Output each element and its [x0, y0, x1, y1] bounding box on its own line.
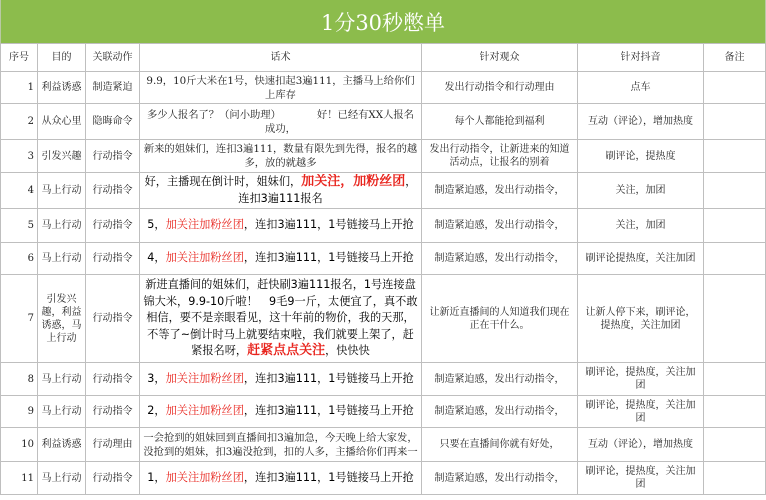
- script-segment: 新进直播间的姐妹们，赶快刷3遍111报名，1号连接盘锦大米，9.9-10斤啦！ 9毛9一斤，太便宜了，真不敢相信，要不是亲眼看见，这十年前的物价，我的天那，不等了~倒计时马上就要结束啦，我们就要上架了，赶紧报名呀，: [143, 278, 418, 358]
- column-header-target-douyin[interactable]: [578, 44, 704, 72]
- remarks-cell[interactable]: [704, 243, 766, 275]
- row-number-cell[interactable]: [0, 462, 38, 495]
- target-douyin-cell[interactable]: [578, 140, 704, 173]
- purpose-text: 利益诱惑: [41, 82, 82, 93]
- script-text-text: [142, 277, 419, 360]
- script-text-text: [142, 142, 419, 170]
- remarks-cell[interactable]: [704, 72, 766, 104]
- row-number-text: 9: [27, 406, 34, 417]
- target-douyin-cell[interactable]: [578, 104, 704, 140]
- row-number-cell[interactable]: [0, 173, 38, 209]
- script-text-text: [142, 431, 419, 459]
- row-number-cell[interactable]: [0, 209, 38, 243]
- target-douyin-cell[interactable]: [578, 462, 704, 495]
- table-row: [0, 428, 766, 462]
- column-header-label: 针对抖音: [620, 52, 661, 63]
- target-audience-text: 发出行动指令和行动理由: [444, 82, 555, 93]
- script-segment: 多少人报名了？（问小助理） 好！已经有XX人报名成功，: [147, 108, 414, 135]
- purpose-cell[interactable]: [38, 396, 86, 428]
- column-header-purpose[interactable]: [38, 44, 86, 72]
- target-audience-text: 每个人都能抢到福利: [454, 116, 545, 127]
- script-text-text: [142, 74, 419, 102]
- purpose-cell[interactable]: [38, 243, 86, 275]
- remarks-cell[interactable]: [704, 462, 766, 495]
- column-header-label: 序号: [9, 52, 29, 63]
- related-action-text: 行动指令: [92, 406, 133, 417]
- target-douyin-text: 刷评论，提热度: [605, 150, 676, 162]
- script-text-cell[interactable]: [140, 275, 422, 363]
- remarks-cell[interactable]: [704, 428, 766, 462]
- script-segment: ，快快快: [325, 344, 370, 358]
- script-text-text: [147, 217, 413, 234]
- purpose-text: 马上行动: [41, 472, 82, 484]
- target-audience-cell[interactable]: [422, 396, 578, 428]
- highlighted-text: 加关注加粉丝团: [165, 470, 244, 484]
- target-douyin-cell[interactable]: [578, 173, 704, 209]
- purpose-text: 引发兴趣: [41, 150, 82, 162]
- column-header-script-text[interactable]: [140, 44, 422, 72]
- target-douyin-text: 刷评论提热度，关注加团: [585, 253, 696, 264]
- script-text-cell[interactable]: [140, 173, 422, 209]
- row-number-text: 4: [27, 185, 34, 196]
- script-segment: 2，: [147, 404, 166, 418]
- script-segment: ，连扣3遍111，1号链接马上开抢: [243, 470, 414, 484]
- script-segment: ，连扣3遍111报名: [238, 175, 417, 205]
- script-text-text: [147, 371, 413, 388]
- purpose-text: 马上行动: [41, 220, 82, 231]
- target-audience-cell[interactable]: [422, 275, 578, 363]
- script-segment: 1，: [147, 470, 166, 484]
- table-row: [0, 173, 766, 209]
- row-number-text: 11: [21, 472, 34, 484]
- table-body: [0, 72, 766, 495]
- script-text-text: [142, 174, 419, 207]
- target-audience-cell[interactable]: [422, 462, 578, 495]
- target-audience-text: 让新近直播间的人知道我们现在正在干什么。: [429, 306, 570, 331]
- related-action-text: 制造紧迫: [92, 82, 133, 93]
- script-text-cell[interactable]: [140, 104, 422, 140]
- script-text-cell[interactable]: [140, 140, 422, 173]
- target-audience-cell[interactable]: [422, 104, 578, 140]
- related-action-text: 行动指令: [92, 220, 133, 231]
- target-douyin-cell[interactable]: [578, 396, 704, 428]
- script-segment: 5，: [147, 218, 166, 232]
- related-action-text: 行动指令: [92, 150, 133, 162]
- related-action-text: 行动指令: [92, 253, 133, 264]
- column-header-label: 针对观众: [479, 52, 520, 63]
- target-douyin-text: 点车: [630, 82, 651, 93]
- table-row: [0, 462, 766, 495]
- script-segment: 9.9，10斤大米在1号，快速扣起3遍111，主播马上给你们上库存: [146, 74, 415, 101]
- purpose-cell[interactable]: [38, 173, 86, 209]
- purpose-text: 从众心里: [41, 116, 82, 127]
- header-row: [0, 44, 766, 72]
- script-segment: ，连扣3遍111，1号链接马上开抢: [243, 371, 414, 385]
- row-number-cell[interactable]: [0, 396, 38, 428]
- column-header-label: 关联动作: [92, 52, 133, 63]
- row-number-cell[interactable]: [0, 363, 38, 396]
- script-text-cell[interactable]: [140, 396, 422, 428]
- target-douyin-text: 刷评论，提热度，关注加团: [585, 367, 696, 391]
- highlighted-text: 加关注加粉丝团: [165, 251, 244, 265]
- highlighted-text: 加关注加粉丝团: [165, 404, 244, 418]
- column-header-remarks[interactable]: [704, 44, 766, 72]
- row-number-text: 2: [27, 116, 34, 127]
- target-audience-cell[interactable]: [422, 243, 578, 275]
- script-text-cell[interactable]: [140, 209, 422, 243]
- script-text-text: [142, 108, 419, 136]
- related-action-cell[interactable]: [86, 173, 140, 209]
- related-action-text: 行动指令: [92, 313, 133, 324]
- purpose-cell[interactable]: [38, 72, 86, 104]
- target-douyin-text: 刷评论，提热度，关注加团: [585, 466, 696, 490]
- target-douyin-cell[interactable]: [578, 72, 704, 104]
- script-text-cell[interactable]: [140, 363, 422, 396]
- target-audience-cell[interactable]: [422, 72, 578, 104]
- target-audience-cell[interactable]: [422, 428, 578, 462]
- row-number-cell[interactable]: [0, 72, 38, 104]
- purpose-text: 马上行动: [41, 406, 82, 417]
- related-action-text: 隐晦命令: [92, 116, 133, 127]
- related-action-cell[interactable]: [86, 275, 140, 363]
- table-row: [0, 396, 766, 428]
- target-audience-cell[interactable]: [422, 363, 578, 396]
- script-text-cell[interactable]: [140, 72, 422, 104]
- target-douyin-cell[interactable]: [578, 428, 704, 462]
- remarks-cell[interactable]: [704, 363, 766, 396]
- script-segment: 3，: [147, 371, 166, 385]
- row-number-cell[interactable]: [0, 275, 38, 363]
- script-text-cell[interactable]: [140, 243, 422, 275]
- script-segment: 一会抢到的姐妹回到直播间扣3遍加急，今天晚上给大家发，没抢到的姐妹，扣3遍没抢到，扣的人多，主播给你们再来一: [143, 431, 418, 458]
- target-audience-text: 制造紧迫感，发出行动指令，: [434, 253, 565, 264]
- related-action-text: 行动理由: [92, 439, 133, 450]
- remarks-cell[interactable]: [704, 104, 766, 140]
- script-text-text: [147, 403, 413, 420]
- script-text-cell[interactable]: [140, 428, 422, 462]
- row-number-cell[interactable]: [0, 243, 38, 275]
- purpose-cell[interactable]: [38, 104, 86, 140]
- target-douyin-text: 让新人停下来，刷评论，提热度，关注加团: [585, 306, 696, 331]
- column-header-label: 话术: [270, 52, 291, 63]
- target-audience-text: 只要在直播间你就有好处，: [439, 439, 560, 450]
- script-segment: 好，主播现在倒计时，姐妹们，: [144, 175, 302, 188]
- row-number-cell[interactable]: [0, 104, 38, 140]
- target-douyin-text: 关注，加团: [615, 220, 666, 231]
- related-action-cell[interactable]: [86, 72, 140, 104]
- script-segment: ，连扣3遍111，1号链接马上开抢: [243, 251, 414, 265]
- related-action-cell[interactable]: [86, 104, 140, 140]
- purpose-cell[interactable]: [38, 363, 86, 396]
- row-number-text: 7: [27, 313, 34, 324]
- row-number-text: 8: [27, 373, 34, 385]
- table-row: [0, 275, 766, 363]
- related-action-text: 行动指令: [92, 185, 133, 196]
- row-number-cell[interactable]: [0, 428, 38, 462]
- target-audience-text: 制造紧迫感，发出行动指令，: [434, 472, 565, 484]
- target-douyin-cell[interactable]: [578, 363, 704, 396]
- sheet-title[interactable]: 1分30秒憋单: [0, 0, 766, 44]
- target-audience-cell[interactable]: [422, 173, 578, 209]
- column-header-row-number[interactable]: [0, 44, 38, 72]
- remarks-cell[interactable]: [704, 140, 766, 173]
- table-row: [0, 243, 766, 275]
- target-douyin-cell[interactable]: [578, 275, 704, 363]
- target-audience-cell[interactable]: [422, 209, 578, 243]
- purpose-cell[interactable]: [38, 209, 86, 243]
- row-number-text: 5: [27, 220, 34, 231]
- script-segment: 新来的姐妹们，连扣3遍111，数量有限先到先得，报名的越多，放的就越多: [143, 143, 418, 169]
- column-header-target-audience[interactable]: [422, 44, 578, 72]
- remarks-cell[interactable]: [704, 209, 766, 243]
- column-header-label: 目的: [51, 52, 72, 63]
- table-row: [0, 363, 766, 396]
- row-number-text: 10: [21, 439, 34, 450]
- column-header-related-action[interactable]: [86, 44, 140, 72]
- purpose-cell[interactable]: [38, 462, 86, 495]
- purpose-cell[interactable]: [38, 428, 86, 462]
- script-segment: 4，: [147, 251, 166, 265]
- purpose-text: 马上行动: [41, 253, 82, 264]
- related-action-cell[interactable]: [86, 140, 140, 173]
- target-douyin-cell[interactable]: [578, 209, 704, 243]
- target-audience-text: 制造紧迫感，发出行动指令，: [434, 406, 565, 417]
- target-douyin-text: 刷评论，提热度，关注加团: [585, 399, 696, 424]
- table-row: [0, 209, 766, 243]
- script-text-text: [147, 250, 413, 267]
- related-action-cell[interactable]: [86, 243, 140, 275]
- row-number-cell[interactable]: [0, 140, 38, 173]
- related-action-text: 行动指令: [92, 373, 133, 385]
- script-text-cell[interactable]: [140, 462, 422, 495]
- remarks-cell[interactable]: [704, 173, 766, 209]
- related-action-cell[interactable]: [86, 428, 140, 462]
- target-audience-text: 制造紧迫感，发出行动指令，: [434, 185, 565, 196]
- related-action-cell[interactable]: [86, 396, 140, 428]
- target-audience-text: 制造紧迫感，发出行动指令，: [434, 220, 565, 231]
- target-douyin-text: 关注，加团: [615, 185, 666, 196]
- highlighted-text: 赶紧点点关注: [247, 343, 326, 359]
- related-action-cell[interactable]: [86, 209, 140, 243]
- purpose-cell[interactable]: [38, 140, 86, 173]
- row-number-text: 6: [27, 253, 34, 264]
- remarks-cell[interactable]: [704, 275, 766, 363]
- purpose-cell[interactable]: [38, 275, 86, 363]
- script-text-text: [147, 470, 413, 487]
- related-action-cell[interactable]: [86, 363, 140, 396]
- script-segment: ，连扣3遍111，1号链接马上开抢: [243, 218, 414, 232]
- highlighted-text: 加关注加粉丝团: [165, 371, 244, 385]
- remarks-cell[interactable]: [704, 396, 766, 428]
- target-audience-text: 制造紧迫感，发出行动指令，: [434, 373, 565, 385]
- highlighted-text: 加关注加粉丝团: [165, 218, 244, 232]
- target-douyin-text: 互动（评论），增加热度: [588, 439, 693, 450]
- script-segment: ，连扣3遍111，1号链接马上开抢: [243, 404, 414, 418]
- table-row: [0, 72, 766, 104]
- target-audience-text: 发出行动指令，让新进来的知道活动点，让报名的别着: [429, 144, 570, 168]
- table-row: [0, 104, 766, 140]
- target-douyin-cell[interactable]: [578, 243, 704, 275]
- row-number-text: 1: [27, 82, 34, 93]
- purpose-text: 马上行动: [41, 373, 82, 385]
- related-action-text: 行动指令: [92, 472, 133, 484]
- target-douyin-text: 互动（评论），增加热度: [588, 116, 693, 127]
- purpose-text: 利益诱惑: [41, 439, 82, 450]
- related-action-cell[interactable]: [86, 462, 140, 495]
- table-row: [0, 140, 766, 173]
- row-number-text: 3: [27, 150, 34, 162]
- target-audience-cell[interactable]: [422, 140, 578, 173]
- purpose-text: 引发兴趣，利益诱惑，马上行动: [41, 293, 82, 344]
- purpose-text: 马上行动: [41, 185, 82, 196]
- column-header-label: 备注: [724, 52, 745, 63]
- highlighted-text: 加关注，加粉丝团: [301, 174, 406, 189]
